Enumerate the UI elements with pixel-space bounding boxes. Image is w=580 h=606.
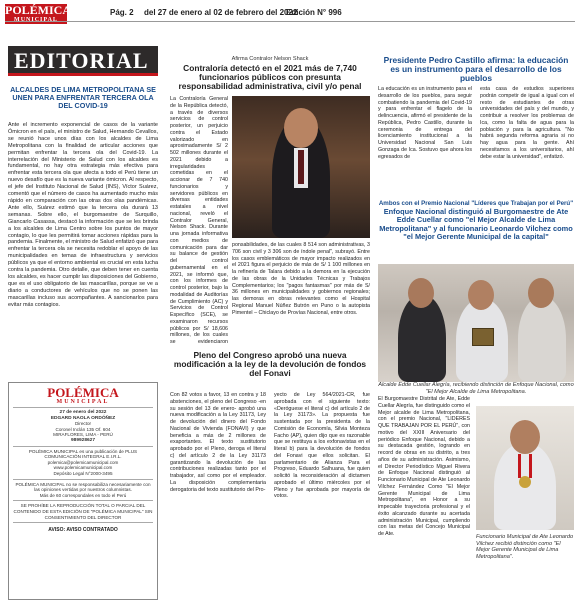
masthead-web[interactable]: www.polemicamunicipal.com: [53, 465, 113, 471]
masthead-divider: [13, 479, 153, 480]
director-name: EDGARD NAOLA ORDÓÑEZ: [50, 415, 116, 421]
masthead-district: MIRAFLORES, LIMA - PERÚ: [53, 432, 113, 438]
masthead-notice: AVISO: AVISO CONTRATADO: [48, 527, 118, 534]
castillo-body-col2: esta casa de estudios superiores podrán competir de igual a igual con el resto de estudiantes de otras universidades del país y del mundo, y contribuir a resolver los problemas de Ica, como la falta de agua para la población y para la agricultura. "No habrá segunda reforma agraria si no hay agua para la gente. Ahí necesitamos a los universitarios, ahí debe estar la universidad", enfatizó.: [480, 86, 574, 160]
contralor-photo: [232, 96, 370, 238]
castillo-body-col1: La educación es un instrumento para el desarrollo de los pueblos, para seguir combatiendo la pandemia del Covid-19 y para enfrentar el flagelo de la delincuencia, afirmó el presidente de la República, Pedro Castillo, durante la ceremonia de entrega del licenciamiento institucional a la Universidad Nacional San Luis Gonzaga de Ica. Sostuvo que ahora los egresados de: [378, 86, 472, 160]
premio-kicker: Ambos con el Premio Nacional "Líderes que Trabajan por el Perú": [378, 200, 574, 207]
masthead-logo: [13, 386, 153, 405]
masthead-phone: 989928627: [70, 437, 95, 443]
editorial-banner: EDITORIAL: [8, 46, 158, 76]
masthead-disclaimer: POLÉMICA MUNICIPAL no se responsabiliza necesariamente con las opiniones vertidas por nuestros columnistas.: [15, 481, 151, 493]
medal-ribbon: [518, 454, 532, 478]
masthead-logo-sub: MUNICIPAL: [56, 399, 110, 405]
congreso-body-col2: yecto de Ley 564/2021-CR, fue aprobada con el siguiente texto: «Deróguese el literal c) del artículo 2 de la Ley 31173». La propuesta fue sustentada por la presidenta de la Comisión de Economía, Silvia Monteza Facho (AP), quien dijo que es razonable que se restituya a los exfonavistas en el literal b) para la devolución de fondos del Fonavi que ellos solicitan. El parlamentario de Alianza Para el Progreso, Eduardo Salhuana, fue quien solicitó la reconsideración al dictamen aprobado el último miércoles por el Pleno y fue aprobada por mayoría de votos.: [274, 392, 370, 500]
contralor-tie: [298, 150, 304, 184]
masthead-box: [8, 382, 158, 600]
masthead-divider: [13, 500, 153, 501]
edition-number: Edición N° 996: [286, 8, 342, 17]
right-column: [378, 46, 574, 606]
editorial-column: [8, 46, 158, 606]
logo-main: POLÉMICA: [5, 3, 71, 17]
logo-sub: MUNICIPAL: [14, 17, 58, 23]
center-column: [170, 46, 370, 606]
masthead-address: Coronel Inclán 135 Of. 604: [55, 426, 111, 432]
contralor-face: [284, 108, 318, 148]
premio-body: El Burgomaestre Distrital de Ate, Edde Cuellar Alegría, fue distinguido como el Mejor alcalde de Lima Metropolitana, con el premio Nacional, "LIDERES QUE TRABAJAN POR EL PERÚ", con motivo del XXIII Aniversario del periódico Enfoque Nacional, debido a su destacada gestión, logrando en record de obras en su distrito, a tres años de su administración. Asimismo, el Director Periodístico Miguel Rivera de Enfoque Nacional distinguió al Funcionario Municipal de Ate Leonardo Vilchez Fernández Como "El Mejor Gerente Municipal de Lima Metropolitana", en Honor a su impecable trayectoria profesional y el éxito alcanzado durante su acertada administración Municipal, cumpliendo con las metas del Concejo Municipal de Ate.: [378, 396, 470, 537]
premio-headline: Enfoque Nacional distinguió al Burgomaestre de Ate Edde Cuellar como "el Mejor Alcalde de Lima Metropolitana" y al funcionario Leonardo Vilchez como "el Mejor Gerente Municipal de la capital": [379, 207, 573, 242]
editorial-title: ALCALDES DE LIMA METROPOLITANA SE UNEN PARA ENFRENTAR TERCERA OLA DEL COVID-19: [10, 85, 156, 110]
page-header: [0, 0, 580, 46]
masthead-divider: [13, 407, 153, 408]
contraloria-kicker: Afirma Contralor Nelson Shack: [231, 56, 309, 62]
person-center-face: [468, 280, 494, 310]
castillo-headline: Presidente Pedro Castillo afirma: la educación es un instrumento para el desarrollo de los pueblos: [383, 55, 569, 83]
vilchez-photo: [476, 406, 574, 530]
masthead-prohibition: SE PROHÍBE LA REPRODUCCIÓN TOTAL O PARCIAL DEL CONTENIDO DE ESTA EDICIÓN DE "POLÉMICA MUNICIPAL" SIN CONSENTIMIENTO DEL DIRECTOR: [13, 503, 153, 520]
person-right-face: [528, 278, 554, 308]
masthead-publisher: POLÉMICA MUNICIPAL es una publicación de PLUS COMUNICACIÓN INTEGRAL E.I.R.L.: [28, 448, 138, 460]
masthead-date: 27 de enero del 2022: [59, 410, 107, 415]
contraloria-headline: Contraloría detectó en el 2021 más de 7,740 funcionarios públicos con presunta responsabilidad administrativa, civil y/o penal: [178, 63, 362, 91]
masthead-logo-main: POLÉMICA: [47, 385, 119, 400]
contraloria-body-col2: ponsabilidades, de las cuales 8 514 son administrativas, 3 706 son civil y 3 306 son de índole penal", subrayó. Entre los casos emblemáticos de mayor impacto realizados en el 2021 figura el perjuicio de más de S/ 1 100 millones en la refinería de Talara debido a la demora en la ejecución de las obras de la Unidades Técnicas y Trabajos Complementarios; los "pagos fantasmas" por más de S/ 36 millones en municipalidades y gobiernos regionales; las demoras en obras relevantes como el Hospital Regional Manuel Núñez Butrón en Puno o la autopista Pimentel – Chiclayo de Provías Nacional, entre otros.: [232, 242, 370, 316]
person-left-face: [408, 278, 434, 308]
vilchez-face: [510, 420, 540, 454]
contraloria-body-col1: La Contraloría General de la República detectó, a través de diversos servicios de control posterior, un perjuicio contra el Estado valorizado en aproximadamente S/ 2 502 millones durante el 2021 debido a irregularidades cometidas en el accionar de 7 740 funcionarios y servidores públicos en diversas entidades estatales a nivel nacional, reveló el Contralor General, Nelson Shack. Durante una jornada informativa con medios de comunicación para dar su balance de gestión del control gubernamental en el 2021, se informó que, con los informes de control posterior, bajo la modalidad de Auditorías de Cumplimiento (AC) y Servicios de Control Específico (SCE), se examinaron recursos públicos por S/ 18,606 millones, de los cuales se evidenciaron: [170, 96, 228, 345]
plaque: [472, 328, 494, 346]
congreso-body-col1: Con 82 votos a favor, 13 en contra y 18 abstenciones, el pleno del Congreso -en su sesión del 13 de enero- aprobó una nueva modificación a la Ley 31173, Ley de devolución del dinero del Fondo Nacional de Vivienda (FONAVI) y que beneficia a más de 2 millones de exaportantes. El texto sustitutorio aprobado por el Pleno, deroga el literal c) del artículo 2 de la Ley 31173 garantizando la devolución de las contribuciones realizadas tanto por el trabajador, así como por el empleador. La disposición complementaria derogatoria del texto sustitutorio del Pro-: [170, 392, 266, 493]
award-medal: [519, 476, 531, 488]
award-ceremony-photo: [378, 264, 574, 382]
director-role: Director: [74, 421, 92, 427]
masthead-divider: [13, 446, 153, 447]
masthead-divider: [13, 522, 153, 523]
masthead-correspondents: Más de 60 correspondales en todo el Perú: [39, 492, 127, 498]
edition-dates: del 27 de enero al 02 de febrero del 2022: [144, 8, 298, 17]
masthead-email[interactable]: polemica@polemicamunicipal.com: [47, 459, 119, 465]
header-divider: [5, 21, 575, 22]
congreso-headline: Pleno del Congreso aprobó una nueva modificación a la ley de la devolución de fondos del Fonavi: [173, 350, 367, 378]
person-right-figure: [518, 296, 566, 382]
award-photo-caption: Alcalde Edde Cuellar Alegría, recibiendo distinción de Enfoque Nacional, como "El Mejor Alcalde de Lima Metropolitana.: [378, 382, 574, 395]
page-number: Pág. 2: [110, 8, 134, 17]
editorial-body: Ante el incremento exponencial de casos de la variante Ómicron en el país, el ministro de Salud, Hernando Cevallos, se reunió hace unos días con los alcaldes de Lima Metropolitana con la finalidad de articular acciones que permitan enfrentar la tercera ola del Covid-19. La interrelación del Ministerio de Salud con los alcaldes es fundamental, no hay otra estrategia más efectiva para enfrentar esta tercera ola que afecta a todo el Perú tiene un nuevo desafío que es la nueva variante ómicron. Al respecto, el jefe del Instituto Nacional de Salud (INS), Víctor Suárez, comentó que el número de casos ha aumentado mucho más rápido en comparación con las otras dos olas pandémicas. Ante ello, Suárez estimó que la tercera ola durará 13 semanas. Sobre ello, el burgomaestre de Surquillo, Giancarlo Casassa, destacó la información que se les brinda a los alcaldes de Lima Centro sobre los puntos de mayor contagio, lo que les permitirá tomar acciones rápidas para la pandemia. Finalmente, el ministro de Salud enfatizó que para enfrentar la tercera ola se necesita redoblar el apoyo de las municipalidades en temas de infraestructura y servicios públicos ya que el entorno ambiental es crucial en esta lucha contra la pandemia. Otro detalle, que deben tener en cuenta los alcaldes, es hacer cumplir las disposiciones del Gobierno, que es el uso obligatorio de las mascarillas, porque se ve a diario a conductores de vehículos que no se ponen las mascarillas incluso sus acompañantes. A sancionarlos para evitar más contagios.: [8, 122, 158, 308]
vilchez-photo-caption: Funcionario Municipal de Ate Leonardo Vilchez recibió distinción como "El Mejor Gerente Municipal de Lima Metropolitana".: [476, 534, 574, 560]
masthead-deposit: Depósito Legal N°2000-3495: [53, 470, 113, 476]
